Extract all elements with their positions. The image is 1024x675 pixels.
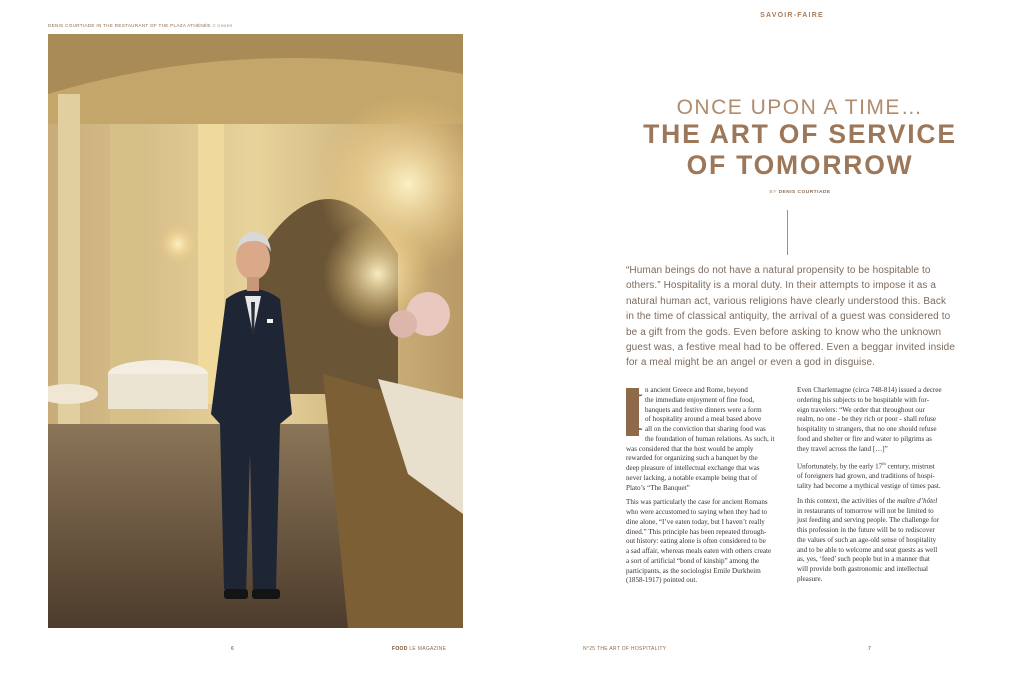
- flower-arrangement: [389, 310, 417, 338]
- body-paragraph: Unfortunately, by the early 17th century, mistrust of foreigners had grown, and traditions of hospi- tality had become a mythical vestige of times past.: [797, 461, 941, 491]
- section-label: SAVOIR-FAIRE: [760, 12, 824, 19]
- photo-caption: [48, 23, 233, 28]
- headline-line: THE ART OF SERVICE: [643, 119, 957, 149]
- byline-prefix: BY: [769, 190, 779, 195]
- portrait-photo: [48, 34, 463, 628]
- body-column-1: [626, 382, 796, 591]
- magazine-logo: FOOD: [392, 646, 408, 652]
- restaurant-scene-illustration: [48, 34, 463, 628]
- intro-paragraph: [626, 263, 966, 371]
- page-number-right: 7: [868, 646, 872, 652]
- vertical-divider: [787, 210, 788, 255]
- headline-line: OF TOMORROW: [686, 150, 914, 180]
- article-kicker: ONCE UPON A TIME…: [676, 96, 924, 119]
- issue-footer: N°25 THE ART OF HOSPITALITY: [583, 646, 667, 652]
- magazine-name: [392, 646, 446, 652]
- photo-credit: © DINIER: [212, 23, 233, 28]
- intro-line: be a gift from the gods. Even before asking to know who the unknown: [626, 326, 942, 338]
- wall-sconce: [158, 224, 198, 264]
- page-number-left: 6: [231, 646, 235, 652]
- magazine-suffix: LE MAGAZINE: [407, 646, 447, 652]
- body-column-2: [797, 386, 967, 590]
- caption-text: DENIS COURTIADE IN THE RESTAURANT OF THE PLAZA ATHÉNÉE: [48, 23, 211, 28]
- intro-line: “Human beings do not have a natural propensity to be hospitable to: [626, 265, 931, 276]
- body-paragraph: In this context, the activities of the maître d’hôtel in restaurants of tomorrow will not be limited to just feeding and serving people. The challenge for this profession in the future will be to rediscover the values of such an age-old sense of hospitality and to be able to welcome and seat guests as well as, yes, ‘feed’ such people but in a manner that will provide both gastronomic and intellectual pleasure.: [797, 496, 940, 583]
- body-paragraph: This was particularly the case for ancient Romans who were accustomed to saying when they had to dine alone, “I’ve eaten today, but I haven’t really dined.” This principle has been repeated through- out history: eating alone is often considered to be a sad affair, whereas meals eaten with others create a sort of artificial “bond of kinship” among the participants, as the sociologist Emile Durkheim (1858-1917) pointed out.: [626, 498, 772, 585]
- body-paragraph: Even Charlemagne (circa 748-814) issued a decree ordering his subjects to be hospitable with for- eign travelers: “We order that throughout our realm, no one - be they rich or poor - shall refuse hospitality to strangers, that no one should refuse food and shelter or fire and water to pilgrims as they travel across the land […]”: [797, 386, 942, 453]
- intro-line: guest was, a festive meal had to be offered. Even a beggar invited inside: [626, 342, 955, 354]
- byline: [600, 190, 1000, 195]
- intro-line: natural human act, various religions have clearly understood this. Back: [626, 295, 947, 307]
- byline-author: DENIS COURTIADE: [778, 190, 831, 195]
- intro-line: in the time of classical antiquity, the arrival of a guest was considered to: [626, 311, 951, 323]
- column-left: [58, 94, 80, 434]
- intro-line: others.” Hospitality is a moral duty. In their attempts to impose it as a: [626, 280, 937, 292]
- drop-cap: I: [626, 382, 644, 442]
- table-cloth: [108, 374, 208, 409]
- intro-line: for a meal might be an angel or even a god in disguise.: [626, 357, 875, 369]
- article-headline: [600, 119, 1000, 181]
- body-paragraph: I n ancient Greece and Rome, beyond the immediate enjoyment of fine food, banquets and festive dinners were a form of hospitality around a meal based above all on the conviction that sharing food was the foundation of human relations. As such, it was considered that the host would be amply rewarded for organizing such a banquet by the deep pleasure of intellectual exchange that was never lacking, a notable example being that of Plato’s “The Banquet”: [626, 382, 775, 492]
